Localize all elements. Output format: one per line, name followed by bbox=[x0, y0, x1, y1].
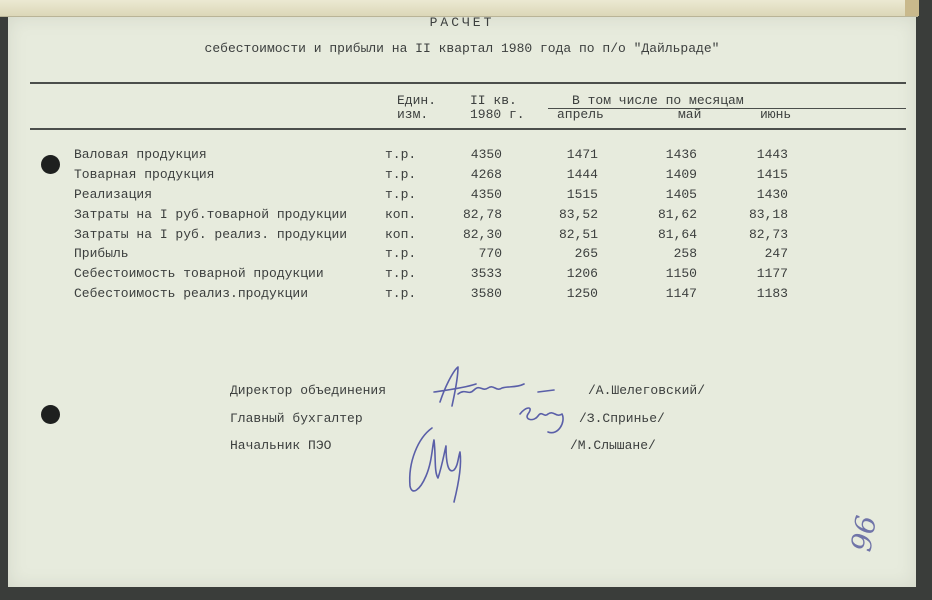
row-may: 81,62 bbox=[657, 207, 697, 222]
row-quarter: 3533 bbox=[470, 266, 502, 281]
row-may: 258 bbox=[673, 246, 697, 261]
row-label: Себестоимость товарной продукции bbox=[74, 266, 324, 281]
row-april: 1444 bbox=[566, 167, 598, 182]
row-may: 1409 bbox=[665, 167, 697, 182]
handwritten-signatures bbox=[388, 362, 588, 512]
row-unit: т.р. bbox=[385, 147, 417, 162]
row-june: 247 bbox=[764, 246, 788, 261]
row-may: 81,64 bbox=[657, 227, 697, 242]
row-june: 1415 bbox=[756, 167, 788, 182]
folio-number: 96 bbox=[844, 513, 884, 554]
document-title: РАСЧЕТ bbox=[429, 15, 495, 30]
row-april: 1206 bbox=[566, 266, 598, 281]
signature-chief-accountant bbox=[520, 408, 563, 433]
row-june: 83,18 bbox=[748, 207, 788, 222]
row-quarter: 770 bbox=[478, 246, 502, 261]
header-quarter-line2: 1980 г. bbox=[470, 107, 525, 122]
punch-hole-top bbox=[41, 155, 60, 174]
row-june: 1177 bbox=[756, 266, 788, 281]
document-page bbox=[8, 17, 916, 587]
header-quarter-line1: II кв. bbox=[470, 93, 517, 108]
row-label: Затраты на I руб.товарной продукции bbox=[74, 207, 348, 222]
row-unit: коп. bbox=[385, 227, 417, 242]
folder-edge bbox=[905, 0, 919, 16]
row-june: 82,73 bbox=[748, 227, 788, 242]
row-april: 83,52 bbox=[558, 207, 598, 222]
row-label: Реализация bbox=[74, 187, 153, 202]
row-may: 1405 bbox=[665, 187, 697, 202]
signatory-name: /А.Шелеговский/ bbox=[588, 383, 706, 398]
row-label: Товарная продукция bbox=[74, 167, 215, 182]
row-april: 1471 bbox=[566, 147, 598, 162]
header-month-may: май bbox=[678, 107, 702, 122]
punch-hole-bottom bbox=[41, 405, 60, 424]
signatory-name: /З.Спринье/ bbox=[579, 411, 665, 426]
row-may: 1150 bbox=[665, 266, 697, 281]
row-label: Валовая продукция bbox=[74, 147, 207, 162]
row-quarter: 4350 bbox=[470, 147, 502, 162]
row-june: 1443 bbox=[756, 147, 788, 162]
header-top-rule bbox=[30, 82, 906, 84]
signature-director bbox=[434, 367, 554, 406]
row-unit: т.р. bbox=[385, 187, 417, 202]
row-unit: коп. bbox=[385, 207, 417, 222]
row-april: 82,51 bbox=[558, 227, 598, 242]
row-unit: т.р. bbox=[385, 246, 417, 261]
row-quarter: 4350 bbox=[470, 187, 502, 202]
row-april: 1250 bbox=[566, 286, 598, 301]
header-month-june: июнь bbox=[760, 107, 792, 122]
signatory-title: Главный бухгалтер bbox=[230, 411, 363, 426]
row-june: 1183 bbox=[756, 286, 788, 301]
header-month-april: апрель bbox=[557, 107, 604, 122]
row-quarter: 82,78 bbox=[462, 207, 502, 222]
row-quarter: 3580 bbox=[470, 286, 502, 301]
row-label: Прибыль bbox=[74, 246, 129, 261]
row-unit: т.р. bbox=[385, 266, 417, 281]
header-months-group: В том числе по месяцам bbox=[572, 93, 744, 108]
row-label: Затраты на I руб. реализ. продукции bbox=[74, 227, 348, 242]
row-may: 1147 bbox=[665, 286, 697, 301]
signatory-title: Начальник ПЭО bbox=[230, 438, 332, 453]
row-june: 1430 bbox=[756, 187, 788, 202]
header-bottom-rule bbox=[30, 128, 906, 130]
signatory-name: /М.Слышане/ bbox=[570, 438, 656, 453]
row-unit: т.р. bbox=[385, 286, 417, 301]
signatory-title: Директор объединения bbox=[230, 383, 387, 398]
row-april: 1515 bbox=[566, 187, 598, 202]
row-label: Себестоимость реализ.продукции bbox=[74, 286, 309, 301]
row-april: 265 bbox=[574, 246, 598, 261]
header-unit-line2: изм. bbox=[397, 107, 429, 122]
row-may: 1436 bbox=[665, 147, 697, 162]
document-subtitle: себестоимости и прибыли на II квартал 1980 года по п/о "Дайльраде" bbox=[204, 41, 720, 56]
row-quarter: 4268 bbox=[470, 167, 502, 182]
row-unit: т.р. bbox=[385, 167, 417, 182]
header-unit-line1: Един. bbox=[397, 93, 437, 108]
signature-head-pe bbox=[410, 428, 461, 502]
row-quarter: 82,30 bbox=[462, 227, 502, 242]
